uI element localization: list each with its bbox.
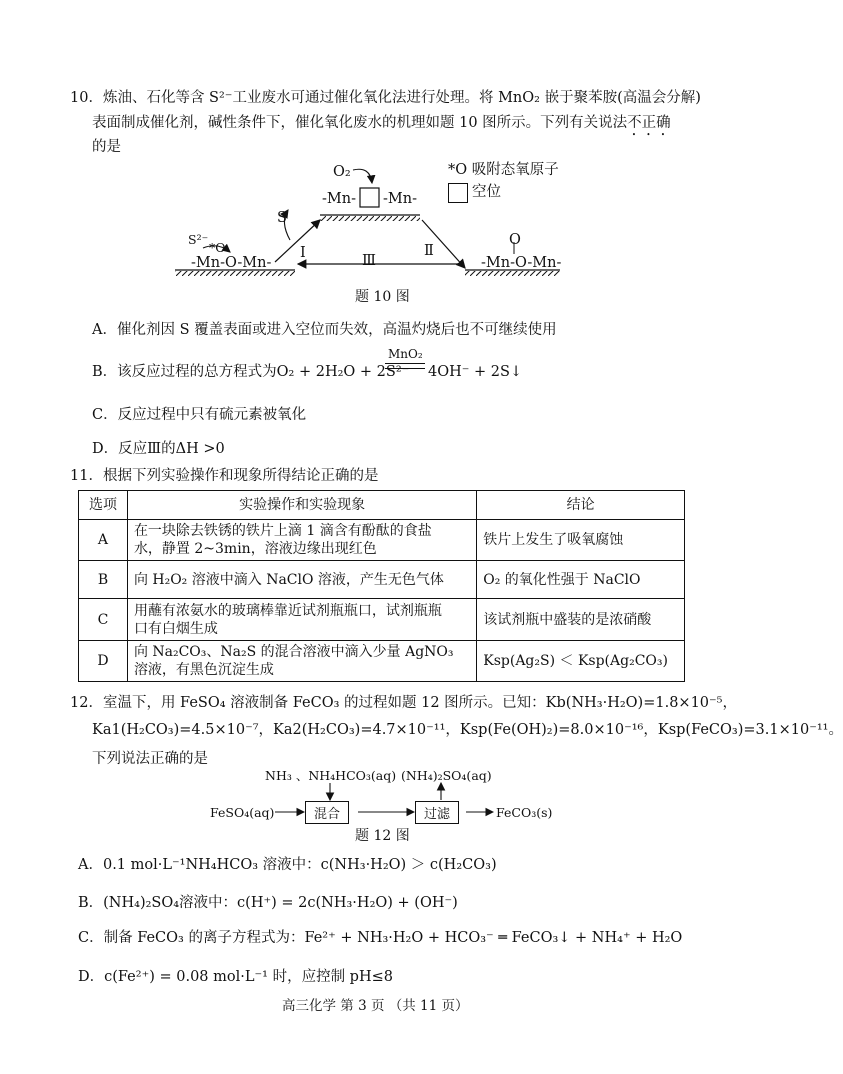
header-operation: 实验操作和实验现象 <box>127 491 476 520</box>
page-footer: 高三化学 第 3 页 （共 11 页） <box>282 998 469 1014</box>
q12-stem-line2: Ka1(H₂CO₃)=4.5×10⁻⁷，Ka2(H₂CO₃)=4.7×10⁻¹¹，Ksp(Fe(OH)₂)=8.0×10⁻¹⁶，Ksp(FeCO₃)=3.1×10⁻¹¹。 <box>92 722 843 738</box>
q10-option-b: B．该反应过程的总方程式为O₂ + 2H₂O + 2S²⁻ <box>92 364 410 380</box>
q10-line1: 10．炼油、石化等含 S²⁻工业废水可通过催化氧化法进行处理。将 MnO₂ 嵌于聚苯胺(高温会分解) <box>70 90 701 106</box>
step1-label: Ⅰ <box>300 245 306 261</box>
right-chain: -Mn-O-Mn- <box>481 255 562 271</box>
equals-sign <box>385 363 425 369</box>
q10-option-d: D．反应Ⅲ的ΔH >0 <box>92 441 225 457</box>
header-conclusion: 结论 <box>477 491 685 520</box>
right-o-label: O <box>509 232 521 248</box>
q10-option-a: A．催化剂因 S 覆盖表面或进入空位而失效，高温灼烧后也不可继续使用 <box>92 322 557 338</box>
top-chain-right: -Mn- <box>383 191 417 207</box>
q12-stem-line1: 12．室温下，用 FeSO₄ 溶液制备 FeCO₃ 的过程如题 12 图所示。已知：Kb(NH₃·H₂O)=1.8×10⁻⁵， <box>70 695 737 711</box>
flow-input-top: NH₃ 、NH₄HCO₃(aq) <box>265 768 397 783</box>
step3-label: Ⅲ <box>362 253 376 269</box>
flow-end: FeCO₃(s) <box>496 805 553 820</box>
flow-start: FeSO₄(aq) <box>210 805 275 820</box>
legend-vacancy-box <box>448 183 468 203</box>
figure10-caption: 题 10 图 <box>355 289 410 305</box>
flow-box-filter: 过滤 <box>415 801 459 824</box>
q10-option-c: C．反应过程中只有硫元素被氧化 <box>92 407 307 423</box>
figure12-caption: 题 12 图 <box>355 828 410 844</box>
legend-vacancy: 空位 <box>472 184 501 200</box>
left-o-label: *O <box>209 240 226 255</box>
q12-option-c: C．制备 FeCO₃ 的离子方程式为：Fe²⁺ + NH₃·H₂O + HCO₃⁻ ═ FeCO₃↓ + NH₄⁺ + H₂O <box>78 930 683 946</box>
emphasis-not-correct: 不正确 <box>627 115 671 131</box>
q12-option-d: D．c(Fe²⁺) = 0.08 mol·L⁻¹ 时，应控制 pH≤8 <box>78 969 393 985</box>
q10-line3: 的是 <box>92 139 121 155</box>
flow-output-top: (NH₄)₂SO₄(aq) <box>401 768 492 783</box>
s2-label: S²⁻ <box>188 232 209 247</box>
experiment-table <box>78 490 685 682</box>
o2-label: O₂ <box>333 164 351 180</box>
legend-adsorbed-o: *O 吸附态氧原子 <box>448 162 559 178</box>
q11-stem: 11．根据下列实验操作和现象所得结论正确的是 <box>70 468 379 484</box>
table-row: C 用蘸有浓氨水的玻璃棒靠近试剂瓶瓶口，试剂瓶瓶 口有白烟生成 该试剂瓶中盛装的是浓硝酸 <box>79 599 685 641</box>
q10-option-b-products: 4OH⁻ + 2S↓ <box>428 364 523 380</box>
q12-option-a: A．0.1 mol·L⁻¹NH₄HCO₃ 溶液中：c(NH₃·H₂O) ＞ c(H₂CO₃) <box>78 857 497 873</box>
o2-arrow <box>353 169 372 183</box>
table-row: A 在一块除去铁锈的铁片上滴 1 滴含有酚酞的食盐 水，静置 2~3min，溶液边缘出现红色 铁片上发生了吸氧腐蚀 <box>79 520 685 561</box>
table-header-row <box>79 491 685 520</box>
vacancy-box <box>360 188 379 207</box>
s-label: S <box>277 210 287 226</box>
flow-box-mix: 混合 <box>305 801 349 824</box>
table-row: B 向 H₂O₂ 溶液中滴入 NaClO 溶液，产生无色气体 O₂ 的氧化性强于 NaClO <box>79 561 685 599</box>
top-chain-left: -Mn- <box>322 191 356 207</box>
table-row: D 向 Na₂CO₃、Na₂S 的混合溶液中滴入少量 AgNO₃ 溶液，有黑色沉淀生成 Ksp(Ag₂S) ＜ Ksp(Ag₂CO₃) <box>79 641 685 682</box>
q12-option-b: B．(NH₄)₂SO₄溶液中：c(H⁺) = 2c(NH₃·H₂O) + (OH⁻) <box>78 895 458 911</box>
catalyst-condition: MnO₂ <box>388 347 423 361</box>
left-chain: -Mn-O-Mn- <box>191 255 272 271</box>
q10-line2: 表面制成催化剂，碱性条件下，催化氧化废水的机理如题 10 图所示。下列有关说法不正确 <box>92 115 671 131</box>
q12-stem-line3: 下列说法正确的是 <box>92 751 208 767</box>
step2-label: Ⅱ <box>424 243 434 259</box>
q10-number: 10． <box>70 90 103 106</box>
header-option: 选项 <box>79 491 128 520</box>
